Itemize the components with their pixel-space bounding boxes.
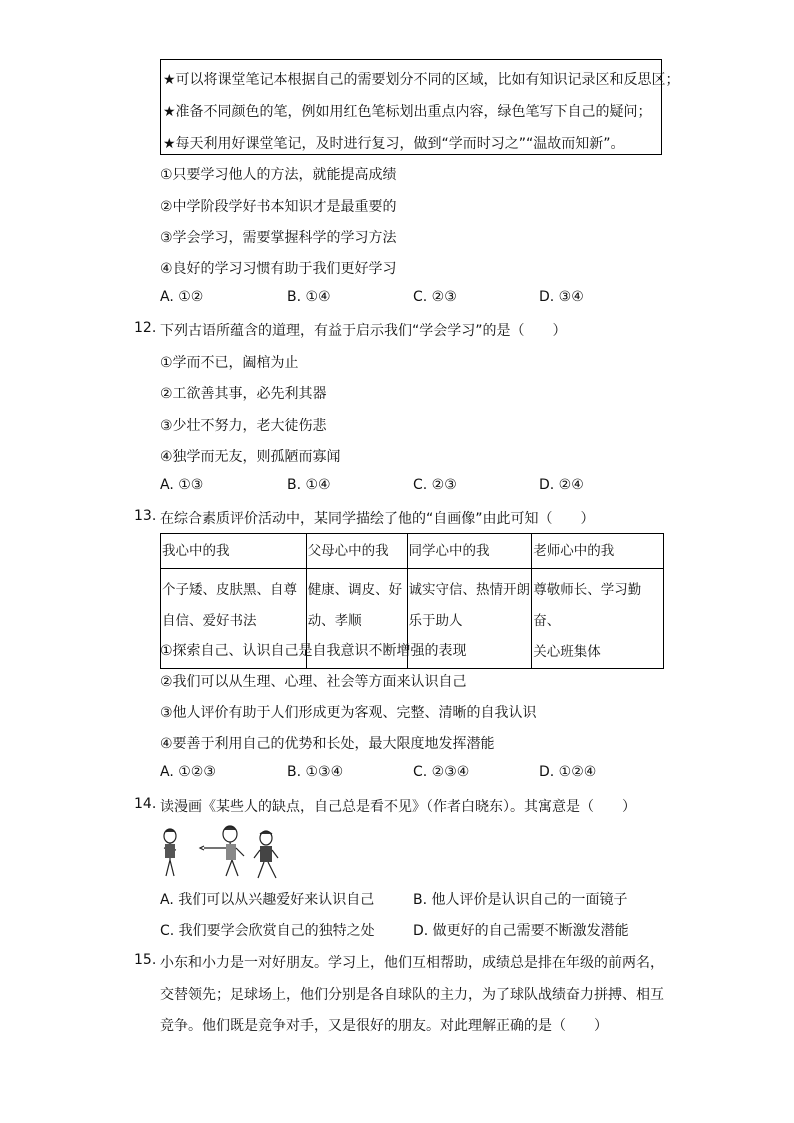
table-header-self: 我心中的我 [161,534,307,569]
q13-number: 13. [134,508,157,524]
cartoon-figure-middle [200,826,244,876]
q13-option-b[interactable]: B. ①③④ [287,764,344,780]
q15-line-1: 小东和小力是一对好朋友。学习上，他们互相帮助，成绩总是排在年级的前两名， [160,955,664,971]
cell-line: 动、孝顺 [307,613,362,629]
q13-statement-3: ③他人评价有助于人们形成更为客观、完整、清晰的自我认识 [160,705,537,721]
q13-statement-2: ②我们可以从生理、心理、社会等方面来认识自己 [160,674,467,690]
cell-line: 乐于助人 [408,613,463,629]
table-header-classmates: 同学心中的我 [407,534,532,569]
q14-option-a[interactable]: A. 我们可以从兴趣爱好来认识自己 [160,892,375,908]
q13-option-c[interactable]: C. ②③④ [413,764,470,780]
q15-number: 15. [134,952,157,968]
cell-line: 个子矮、皮肤黑、自尊 [162,582,297,598]
q11-option-d[interactable]: D. ③④ [539,289,584,305]
q12-stem: 下列古语所蕴含的道理，有益于启示我们“学会学习”的是（ ） [160,323,567,339]
q12-option-a[interactable]: A. ①③ [160,477,204,493]
q12-option-b[interactable]: B. ①④ [287,477,331,493]
q14-stem: 读漫画《某些人的缺点，自己总是看不见》（作者白晓东）。其寓意是（ ） [160,799,636,815]
q13-statement-4: ④要善于利用自己的优势和长处，最大限度地发挥潜能 [160,736,495,752]
q11-statement-1: ①只要学习他人的方法，就能提高成绩 [160,167,397,183]
table-cell-teachers [532,569,664,669]
cartoon-figure-left [164,829,176,876]
q13-option-d[interactable]: D. ①②④ [539,764,597,780]
q11-option-a[interactable]: A. ①② [160,289,204,305]
q12-option-c[interactable]: C. ②③ [413,477,457,493]
cell-line: 自信、爱好书法 [162,613,257,629]
tip-line-3: ★每天利用好课堂笔记，及时进行复习，做到“学而时习之”“温故而知新”。 [163,136,625,152]
q12-option-d[interactable]: D. ②④ [539,477,584,493]
cartoon-figure-right [254,831,278,878]
q14-number: 14. [134,796,157,812]
q14-option-c[interactable]: C. 我们要学会欣赏自己的独特之处 [160,923,375,939]
tip-line-2: ★准备不同颜色的笔，例如用红色笔标划出重点内容，绿色笔写下自己的疑问； [163,104,652,120]
q13-stem: 在综合素质评价活动中，某同学描绘了他的“自画像”由此可知（ ） [160,511,595,527]
tips-box [160,59,680,155]
q13-statement-1: ①探索自己、认识自己是自我意识不断增强的表现 [160,643,467,659]
q12-statement-4: ④独学而无友，则孤陋而寡闻 [160,449,341,465]
q13-option-a[interactable]: A. ①②③ [160,764,216,780]
cell-line: 诚实守信、热情开朗 [408,582,530,598]
cell-line: 健康、调皮、好 [307,582,403,598]
tip-line-1: ★可以将课堂笔记本根据自己的需要划分不同的区域，比如有知识记录区和反思区； [163,72,680,88]
q11-option-b[interactable]: B. ①④ [287,289,331,305]
q15-line-3: 竞争。他们既是竞争对手，又是很好的朋友。对此理解正确的是（ ） [160,1018,608,1034]
q14-option-b[interactable]: B. 他人评价是认识自己的一面镜子 [413,892,628,908]
q11-statement-4: ④良好的学习习惯有助于我们更好学习 [160,261,397,277]
cell-line: 尊敬师长、学习勤奋、 [533,582,642,629]
q12-statement-3: ③少壮不努力，老大徒伤悲 [160,418,327,434]
q11-option-c[interactable]: C. ②③ [413,289,457,305]
q15-line-2: 交替领先；足球场上，他们分别是各自球队的主力，为了球队战绩奋力拼搏、相互 [160,987,664,1003]
q12-number: 12. [134,320,157,336]
q11-statement-2: ②中学阶段学好书本知识才是最重要的 [160,199,397,215]
q14-option-d[interactable]: D. 做更好的自己需要不断激发潜能 [413,923,629,939]
q12-statement-1: ①学而不已，阖棺为止 [160,355,299,371]
cell-line: 关心班集体 [533,644,601,660]
cartoon-image [160,824,285,882]
table-header-teachers: 老师心中的我 [532,534,664,569]
table-header-parents: 父母心中的我 [306,534,407,569]
q11-statement-3: ③学会学习，需要掌握科学的学习方法 [160,230,397,246]
q12-statement-2: ②工欲善其事，必先利其器 [160,386,327,402]
